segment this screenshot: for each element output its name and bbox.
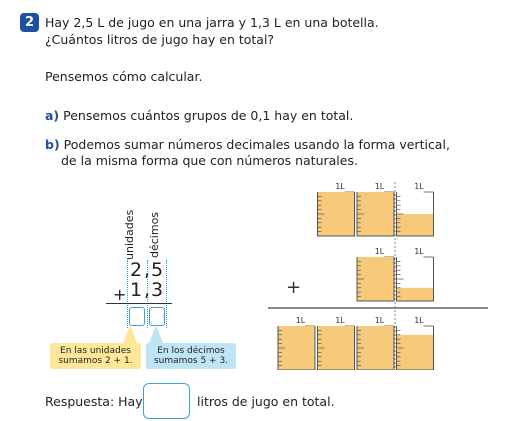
answer-input-box[interactable] xyxy=(143,383,190,419)
beaker-plus-sign: + xyxy=(286,277,302,298)
note-tenths-pointer xyxy=(149,325,163,343)
beaker-unit-label: 1L xyxy=(374,182,385,191)
item-a xyxy=(45,108,353,124)
beaker xyxy=(318,316,355,370)
item-b-text-line1: Podemos sumar números decimales usando la forma vertical, xyxy=(63,137,450,152)
beaker xyxy=(357,182,394,236)
note-units: En las unidades sumamos 2 + 1. xyxy=(50,343,141,369)
answer-prefix: Respuesta: Hay xyxy=(45,394,143,409)
row1-comma: , xyxy=(144,259,151,281)
beaker-unit-label: 1L xyxy=(335,316,345,325)
row2-comma: , xyxy=(144,279,151,301)
item-a-label: a) xyxy=(45,108,60,123)
answer-box-units[interactable] xyxy=(129,307,145,326)
note-tenths: En los décimos sumamos 5 + 3. xyxy=(146,343,236,369)
note-pointers xyxy=(90,325,180,345)
answer-box-tenths[interactable] xyxy=(149,307,165,326)
beaker xyxy=(397,182,434,236)
row1-units-digit: 2 xyxy=(130,259,143,281)
item-b xyxy=(45,137,450,153)
beaker-fill xyxy=(397,335,434,370)
problem-number-badge: 2 xyxy=(20,13,39,32)
row1-tenths-digit: 5 xyxy=(151,259,164,281)
beaker xyxy=(357,247,394,301)
item-b-text-line2: de la misma forma que con números naturales. xyxy=(61,153,358,168)
guide-line-tenths-right xyxy=(166,260,167,328)
beaker-unit-label: 1L xyxy=(335,182,345,191)
plus-sign: + xyxy=(113,285,127,304)
item-b-label: b) xyxy=(45,137,60,152)
think-text: Pensemos cómo calcular. xyxy=(45,69,203,84)
beaker-diagram xyxy=(260,180,492,370)
beaker-unit-label: 1L xyxy=(414,182,424,191)
header-tenths: décimos xyxy=(148,211,161,258)
sum-line xyxy=(106,303,172,304)
row2-units-digit: 1 xyxy=(130,279,143,301)
beaker-unit-label: 1L xyxy=(414,316,424,325)
beaker xyxy=(278,316,315,370)
row2-tenths-digit: 3 xyxy=(151,279,164,301)
guide-line-units-left xyxy=(127,260,128,328)
beaker-unit-label: 1L xyxy=(374,316,385,325)
note-units-pointer xyxy=(123,325,137,343)
problem-statement-line1: Hay 2,5 L de jugo en una jarra y 1,3 L en una botella. xyxy=(45,15,379,30)
beaker-unit-label: 1L xyxy=(295,316,306,325)
beaker xyxy=(357,316,394,370)
beaker xyxy=(397,247,434,301)
beaker xyxy=(397,316,434,370)
answer-suffix: litros de jugo en total. xyxy=(197,394,335,409)
beaker-unit-label: 1L xyxy=(374,247,385,256)
beaker-fill xyxy=(397,288,434,301)
item-a-text: Pensemos cuántos grupos de 0,1 hay en total. xyxy=(63,108,354,123)
beaker xyxy=(318,182,355,236)
beaker-unit-label: 1L xyxy=(414,247,424,256)
header-units: unidades xyxy=(123,209,136,260)
problem-question: ¿Cuántos litros de jugo hay en total? xyxy=(45,32,275,47)
beaker-fill xyxy=(397,214,434,236)
